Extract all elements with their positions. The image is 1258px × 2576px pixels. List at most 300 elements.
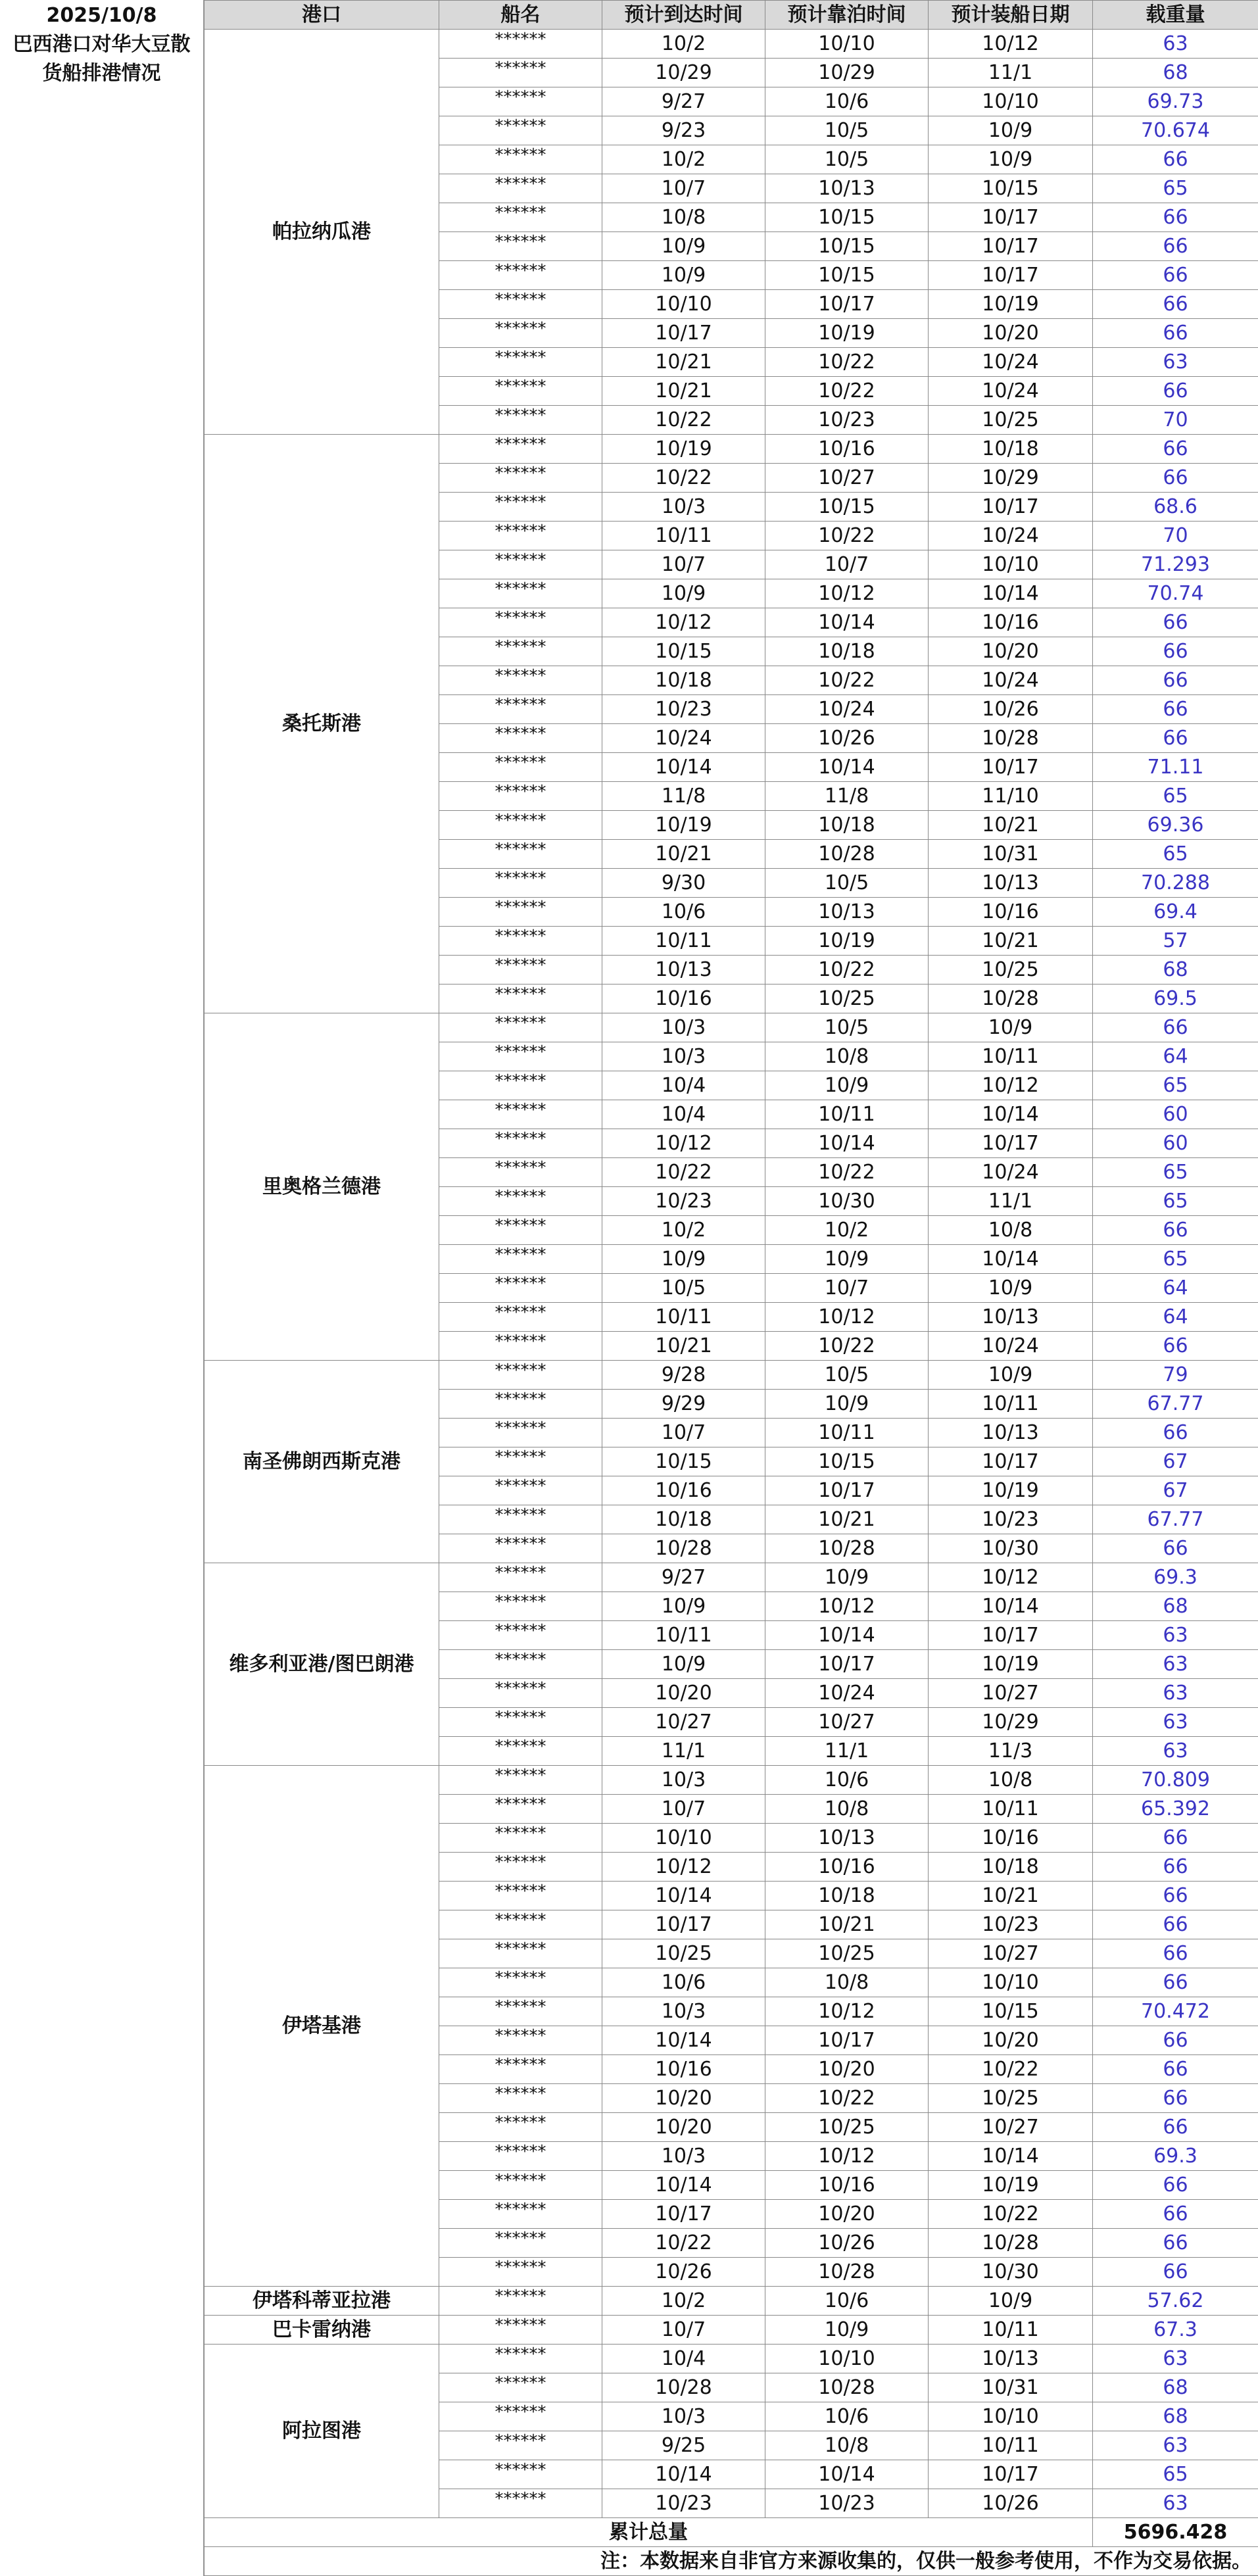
- berthing-cell: 10/9: [765, 2316, 929, 2345]
- ship-name-cell: ******: [439, 1361, 602, 1390]
- eta-cell: 10/10: [602, 1824, 765, 1853]
- berthing-cell: 10/22: [765, 377, 929, 406]
- berthing-cell: 10/15: [765, 493, 929, 522]
- loading-date-cell: 10/9: [929, 1274, 1093, 1303]
- berthing-cell: 10/7: [765, 550, 929, 579]
- loading-date-cell: 10/25: [929, 406, 1093, 435]
- ship-name-cell: ******: [439, 2345, 602, 2373]
- ship-name-cell: ******: [439, 1997, 602, 2026]
- eta-cell: 11/1: [602, 1737, 765, 1766]
- tonnage-cell: 66: [1093, 1882, 1258, 1910]
- eta-cell: 10/27: [602, 1708, 765, 1737]
- berthing-cell: 10/30: [765, 1187, 929, 1216]
- table-row: [205, 435, 1258, 464]
- eta-cell: 10/3: [602, 1997, 765, 2026]
- ship-name-cell: ******: [439, 550, 602, 579]
- report-title-line-2: 货船排港情况: [42, 62, 161, 85]
- berthing-cell: 10/15: [765, 203, 929, 232]
- berthing-cell: 10/16: [765, 2171, 929, 2200]
- loading-date-cell: 10/15: [929, 174, 1093, 203]
- tonnage-cell: 70.472: [1093, 1997, 1258, 2026]
- loading-date-cell: 10/11: [929, 1390, 1093, 1419]
- berthing-cell: 10/22: [765, 1158, 929, 1187]
- loading-date-cell: 10/18: [929, 435, 1093, 464]
- eta-cell: 10/9: [602, 1245, 765, 1274]
- tonnage-cell: 63: [1093, 1708, 1258, 1737]
- ship-name-cell: ******: [439, 695, 602, 724]
- berthing-cell: 10/23: [765, 406, 929, 435]
- tonnage-cell: 63: [1093, 2345, 1258, 2373]
- ship-name-cell: ******: [439, 377, 602, 406]
- berthing-cell: 10/11: [765, 1100, 929, 1129]
- berthing-cell: 10/28: [765, 1534, 929, 1563]
- eta-cell: 10/19: [602, 435, 765, 464]
- ship-name-cell: ******: [439, 2055, 602, 2084]
- berthing-cell: 10/28: [765, 840, 929, 869]
- ship-name-cell: ******: [439, 1390, 602, 1419]
- tonnage-cell: 68: [1093, 2402, 1258, 2431]
- berthing-cell: 10/21: [765, 1505, 929, 1534]
- port-name-cell: 南圣佛朗西斯克港: [205, 1361, 439, 1563]
- loading-date-cell: 10/24: [929, 1158, 1093, 1187]
- loading-date-cell: 10/17: [929, 1447, 1093, 1476]
- loading-date-cell: 10/24: [929, 348, 1093, 377]
- ship-name-cell: ******: [439, 2316, 602, 2345]
- ship-name-cell: ******: [439, 2460, 602, 2489]
- berthing-cell: 10/18: [765, 637, 929, 666]
- loading-date-cell: 10/17: [929, 203, 1093, 232]
- berthing-cell: 10/8: [765, 1795, 929, 1824]
- berthing-cell: 10/22: [765, 1332, 929, 1361]
- loading-date-cell: 10/27: [929, 1679, 1093, 1708]
- loading-date-cell: 10/25: [929, 2084, 1093, 2113]
- loading-date-cell: 11/1: [929, 59, 1093, 87]
- eta-cell: 10/14: [602, 753, 765, 782]
- ship-name-cell: ******: [439, 579, 602, 608]
- ship-name-cell: ******: [439, 1274, 602, 1303]
- berthing-cell: 10/14: [765, 1621, 929, 1650]
- berthing-cell: 10/2: [765, 1216, 929, 1245]
- ship-name-cell: ******: [439, 840, 602, 869]
- table-row: [205, 2316, 1258, 2345]
- loading-date-cell: 10/11: [929, 2431, 1093, 2460]
- eta-cell: 10/7: [602, 1795, 765, 1824]
- tonnage-cell: 66: [1093, 2258, 1258, 2287]
- total-row: [205, 2518, 1258, 2547]
- table-row: [205, 2287, 1258, 2316]
- eta-cell: 9/30: [602, 869, 765, 898]
- tonnage-cell: 65: [1093, 782, 1258, 811]
- ship-name-cell: ******: [439, 1853, 602, 1882]
- tonnage-cell: 66: [1093, 464, 1258, 493]
- loading-date-cell: 10/9: [929, 1013, 1093, 1042]
- tonnage-cell: 60: [1093, 1100, 1258, 1129]
- loading-date-cell: 10/15: [929, 1997, 1093, 2026]
- tonnage-cell: 66: [1093, 666, 1258, 695]
- berthing-cell: 10/6: [765, 2402, 929, 2431]
- eta-cell: 10/16: [602, 984, 765, 1013]
- eta-cell: 10/7: [602, 1419, 765, 1447]
- eta-cell: 10/20: [602, 1679, 765, 1708]
- loading-date-cell: 10/20: [929, 319, 1093, 348]
- ship-name-cell: ******: [439, 1650, 602, 1679]
- berthing-cell: 10/26: [765, 724, 929, 753]
- eta-cell: 10/16: [602, 1476, 765, 1505]
- ship-name-cell: ******: [439, 1824, 602, 1853]
- eta-cell: 10/20: [602, 2113, 765, 2142]
- ship-name-cell: ******: [439, 406, 602, 435]
- table-body: [205, 30, 1258, 2518]
- loading-date-cell: 10/17: [929, 753, 1093, 782]
- eta-cell: 10/3: [602, 1042, 765, 1071]
- ship-name-cell: ******: [439, 174, 602, 203]
- tonnage-cell: 65: [1093, 840, 1258, 869]
- ship-name-cell: ******: [439, 1679, 602, 1708]
- berthing-cell: 10/19: [765, 927, 929, 956]
- tonnage-cell: 67: [1093, 1447, 1258, 1476]
- berthing-cell: 10/28: [765, 2373, 929, 2402]
- eta-cell: 10/22: [602, 464, 765, 493]
- loading-date-cell: 10/13: [929, 2345, 1093, 2373]
- ship-name-cell: ******: [439, 1187, 602, 1216]
- eta-cell: 10/6: [602, 898, 765, 927]
- berthing-cell: 10/26: [765, 2229, 929, 2258]
- tonnage-cell: 64: [1093, 1274, 1258, 1303]
- eta-cell: 10/17: [602, 2200, 765, 2229]
- tonnage-cell: 57.62: [1093, 2287, 1258, 2316]
- eta-cell: 10/3: [602, 2402, 765, 2431]
- ship-name-cell: ******: [439, 1419, 602, 1447]
- eta-cell: 10/8: [602, 203, 765, 232]
- loading-date-cell: 10/13: [929, 869, 1093, 898]
- loading-date-cell: 10/19: [929, 2171, 1093, 2200]
- tonnage-cell: 66: [1093, 1824, 1258, 1853]
- eta-cell: 10/19: [602, 811, 765, 840]
- ship-name-cell: ******: [439, 898, 602, 927]
- loading-date-cell: 10/12: [929, 30, 1093, 59]
- berthing-cell: 10/18: [765, 811, 929, 840]
- report-title: [0, 0, 204, 2576]
- eta-cell: 10/16: [602, 2055, 765, 2084]
- loading-date-cell: 10/18: [929, 1853, 1093, 1882]
- tonnage-cell: 66: [1093, 2084, 1258, 2113]
- berthing-cell: 10/27: [765, 464, 929, 493]
- table-row: [205, 1563, 1258, 1592]
- berthing-cell: 10/12: [765, 1303, 929, 1332]
- loading-date-cell: 10/23: [929, 1910, 1093, 1939]
- ship-name-cell: ******: [439, 435, 602, 464]
- berthing-cell: 10/15: [765, 1447, 929, 1476]
- loading-date-cell: 10/19: [929, 1650, 1093, 1679]
- tonnage-cell: 66: [1093, 232, 1258, 261]
- loading-date-cell: 11/1: [929, 1187, 1093, 1216]
- eta-cell: 10/3: [602, 1013, 765, 1042]
- ship-name-cell: ******: [439, 666, 602, 695]
- loading-date-cell: 10/9: [929, 2287, 1093, 2316]
- tonnage-cell: 66: [1093, 377, 1258, 406]
- loading-date-cell: 10/9: [929, 1361, 1093, 1390]
- tonnage-cell: 66: [1093, 145, 1258, 174]
- tonnage-cell: 68: [1093, 59, 1258, 87]
- table-row: [205, 1766, 1258, 1795]
- berthing-cell: 10/24: [765, 695, 929, 724]
- eta-cell: 10/12: [602, 1853, 765, 1882]
- eta-cell: 9/25: [602, 2431, 765, 2460]
- tonnage-cell: 60: [1093, 1129, 1258, 1158]
- ship-name-cell: ******: [439, 984, 602, 1013]
- ship-name-cell: ******: [439, 1939, 602, 1968]
- eta-cell: 10/2: [602, 30, 765, 59]
- eta-cell: 10/7: [602, 2316, 765, 2345]
- ship-name-cell: ******: [439, 145, 602, 174]
- eta-cell: 10/22: [602, 1158, 765, 1187]
- eta-cell: 10/17: [602, 319, 765, 348]
- eta-cell: 9/27: [602, 87, 765, 116]
- loading-date-cell: 10/14: [929, 1592, 1093, 1621]
- loading-date-cell: 10/29: [929, 1708, 1093, 1737]
- berthing-cell: 10/10: [765, 30, 929, 59]
- berthing-cell: 10/12: [765, 579, 929, 608]
- berthing-cell: 10/9: [765, 1563, 929, 1592]
- port-name-cell: 帕拉纳瓜港: [205, 30, 439, 435]
- berthing-cell: 10/6: [765, 87, 929, 116]
- eta-cell: 10/11: [602, 1303, 765, 1332]
- eta-cell: 10/9: [602, 232, 765, 261]
- berthing-cell: 10/7: [765, 1274, 929, 1303]
- eta-cell: 10/14: [602, 2171, 765, 2200]
- eta-cell: 10/7: [602, 174, 765, 203]
- ship-name-cell: ******: [439, 261, 602, 290]
- loading-date-cell: 10/28: [929, 2229, 1093, 2258]
- berthing-cell: 10/17: [765, 1476, 929, 1505]
- ship-name-cell: ******: [439, 1013, 602, 1042]
- berthing-cell: 10/9: [765, 1071, 929, 1100]
- berthing-cell: 10/8: [765, 1968, 929, 1997]
- ship-name-cell: ******: [439, 290, 602, 319]
- header-tonnage: 载重量: [1093, 1, 1258, 30]
- tonnage-cell: 65: [1093, 1158, 1258, 1187]
- berthing-cell: 10/13: [765, 1824, 929, 1853]
- berthing-cell: 10/20: [765, 2055, 929, 2084]
- loading-date-cell: 10/13: [929, 1419, 1093, 1447]
- ship-name-cell: ******: [439, 1303, 602, 1332]
- loading-date-cell: 10/10: [929, 87, 1093, 116]
- ship-name-cell: ******: [439, 1882, 602, 1910]
- loading-date-cell: 10/20: [929, 637, 1093, 666]
- tonnage-cell: 66: [1093, 1968, 1258, 1997]
- eta-cell: 9/23: [602, 116, 765, 145]
- tonnage-cell: 70.288: [1093, 869, 1258, 898]
- berthing-cell: 10/5: [765, 145, 929, 174]
- berthing-cell: 10/6: [765, 1766, 929, 1795]
- loading-date-cell: 10/17: [929, 2460, 1093, 2489]
- eta-cell: 10/23: [602, 2489, 765, 2518]
- eta-cell: 10/6: [602, 1968, 765, 1997]
- berthing-cell: 10/22: [765, 522, 929, 550]
- eta-cell: 10/20: [602, 2084, 765, 2113]
- eta-cell: 10/12: [602, 1129, 765, 1158]
- tonnage-cell: 57: [1093, 927, 1258, 956]
- port-name-cell: 伊塔科蒂亚拉港: [205, 2287, 439, 2316]
- eta-cell: 10/9: [602, 261, 765, 290]
- berthing-cell: 10/8: [765, 2431, 929, 2460]
- ship-name-cell: ******: [439, 1505, 602, 1534]
- eta-cell: 10/9: [602, 579, 765, 608]
- berthing-cell: 11/8: [765, 782, 929, 811]
- ship-name-cell: ******: [439, 1447, 602, 1476]
- loading-date-cell: 10/31: [929, 2373, 1093, 2402]
- loading-date-cell: 10/14: [929, 579, 1093, 608]
- ship-name-cell: ******: [439, 1158, 602, 1187]
- tonnage-cell: 70: [1093, 522, 1258, 550]
- loading-date-cell: 10/24: [929, 666, 1093, 695]
- tonnage-cell: 68: [1093, 956, 1258, 984]
- eta-cell: 10/15: [602, 1447, 765, 1476]
- loading-date-cell: 10/10: [929, 2402, 1093, 2431]
- berthing-cell: 10/6: [765, 2287, 929, 2316]
- eta-cell: 10/4: [602, 2345, 765, 2373]
- berthing-cell: 10/28: [765, 2258, 929, 2287]
- tonnage-cell: 66: [1093, 637, 1258, 666]
- loading-date-cell: 10/27: [929, 2113, 1093, 2142]
- ship-name-cell: ******: [439, 1042, 602, 1071]
- loading-date-cell: 10/14: [929, 1100, 1093, 1129]
- berthing-cell: 10/25: [765, 1939, 929, 1968]
- eta-cell: 10/21: [602, 840, 765, 869]
- tonnage-cell: 63: [1093, 2431, 1258, 2460]
- port-name-cell: 维多利亚港/图巴朗港: [205, 1563, 439, 1766]
- loading-date-cell: 10/8: [929, 1766, 1093, 1795]
- berthing-cell: 10/14: [765, 753, 929, 782]
- tonnage-cell: 79: [1093, 1361, 1258, 1390]
- eta-cell: 9/29: [602, 1390, 765, 1419]
- table-row: [205, 1013, 1258, 1042]
- tonnage-cell: 67.3: [1093, 2316, 1258, 2345]
- eta-cell: 10/10: [602, 290, 765, 319]
- ship-name-cell: ******: [439, 1968, 602, 1997]
- ship-name-cell: ******: [439, 2431, 602, 2460]
- loading-date-cell: 10/24: [929, 522, 1093, 550]
- ship-name-cell: ******: [439, 2113, 602, 2142]
- berthing-cell: 10/5: [765, 869, 929, 898]
- ship-name-cell: ******: [439, 1216, 602, 1245]
- eta-cell: 10/2: [602, 2287, 765, 2316]
- report-date: 2025/10/8: [46, 4, 157, 27]
- eta-cell: 10/14: [602, 2026, 765, 2055]
- berthing-cell: 10/17: [765, 2026, 929, 2055]
- eta-cell: 10/2: [602, 145, 765, 174]
- ship-schedule-table: [204, 0, 1258, 2576]
- port-name-cell: 桑托斯港: [205, 435, 439, 1013]
- tonnage-cell: 69.73: [1093, 87, 1258, 116]
- table-row: [205, 30, 1258, 59]
- loading-date-cell: 10/20: [929, 2026, 1093, 2055]
- ship-name-cell: ******: [439, 2489, 602, 2518]
- eta-cell: 10/14: [602, 2460, 765, 2489]
- eta-cell: 10/7: [602, 550, 765, 579]
- tonnage-cell: 69.36: [1093, 811, 1258, 840]
- loading-date-cell: 10/16: [929, 1824, 1093, 1853]
- berthing-cell: 10/17: [765, 1650, 929, 1679]
- total-value: 5696.428: [1093, 2518, 1258, 2547]
- eta-cell: 10/3: [602, 2142, 765, 2171]
- eta-cell: 10/21: [602, 348, 765, 377]
- loading-date-cell: 10/17: [929, 261, 1093, 290]
- tonnage-cell: 67.77: [1093, 1390, 1258, 1419]
- tonnage-cell: 69.3: [1093, 2142, 1258, 2171]
- tonnage-cell: 63: [1093, 348, 1258, 377]
- loading-date-cell: 10/9: [929, 116, 1093, 145]
- report-title-line-1: 巴西港口对华大豆散: [12, 33, 191, 56]
- ship-name-cell: ******: [439, 956, 602, 984]
- tonnage-cell: 66: [1093, 1013, 1258, 1042]
- berthing-cell: 10/22: [765, 348, 929, 377]
- port-name-cell: 巴卡雷纳港: [205, 2316, 439, 2345]
- ship-name-cell: ******: [439, 30, 602, 59]
- ship-name-cell: ******: [439, 1100, 602, 1129]
- loading-date-cell: 10/28: [929, 984, 1093, 1013]
- ship-name-cell: ******: [439, 59, 602, 87]
- loading-date-cell: 10/26: [929, 2489, 1093, 2518]
- berthing-cell: 10/14: [765, 2460, 929, 2489]
- berthing-cell: 10/10: [765, 2345, 929, 2373]
- berthing-cell: 10/22: [765, 2084, 929, 2113]
- loading-date-cell: 10/22: [929, 2055, 1093, 2084]
- loading-date-cell: 10/24: [929, 377, 1093, 406]
- eta-cell: 10/13: [602, 956, 765, 984]
- ship-name-cell: ******: [439, 724, 602, 753]
- port-name-cell: 阿拉图港: [205, 2345, 439, 2518]
- berthing-cell: 10/20: [765, 2200, 929, 2229]
- ship-name-cell: ******: [439, 927, 602, 956]
- tonnage-cell: 66: [1093, 724, 1258, 753]
- tonnage-cell: 71.11: [1093, 753, 1258, 782]
- tonnage-cell: 66: [1093, 2200, 1258, 2229]
- loading-date-cell: 10/19: [929, 290, 1093, 319]
- loading-date-cell: 10/13: [929, 1303, 1093, 1332]
- ship-name-cell: ******: [439, 493, 602, 522]
- tonnage-cell: 64: [1093, 1042, 1258, 1071]
- ship-name-cell: ******: [439, 1129, 602, 1158]
- eta-cell: 10/15: [602, 637, 765, 666]
- loading-date-cell: 10/12: [929, 1563, 1093, 1592]
- ship-name-cell: ******: [439, 1563, 602, 1592]
- eta-cell: 10/26: [602, 2258, 765, 2287]
- loading-date-cell: 10/17: [929, 1129, 1093, 1158]
- tonnage-cell: 70: [1093, 406, 1258, 435]
- port-name-cell: 里奥格兰德港: [205, 1013, 439, 1361]
- loading-date-cell: 10/29: [929, 464, 1093, 493]
- eta-cell: 10/12: [602, 608, 765, 637]
- tonnage-cell: 66: [1093, 290, 1258, 319]
- tonnage-cell: 66: [1093, 319, 1258, 348]
- loading-date-cell: 10/10: [929, 1968, 1093, 1997]
- loading-date-cell: 10/16: [929, 898, 1093, 927]
- table-row: [205, 2345, 1258, 2373]
- ship-name-cell: ******: [439, 2171, 602, 2200]
- tonnage-cell: 66: [1093, 1332, 1258, 1361]
- ship-name-cell: ******: [439, 753, 602, 782]
- loading-date-cell: 10/27: [929, 1939, 1093, 1968]
- berthing-cell: 10/5: [765, 1013, 929, 1042]
- berthing-cell: 10/13: [765, 898, 929, 927]
- tonnage-cell: 66: [1093, 2026, 1258, 2055]
- header-berthing: 预计靠泊时间: [765, 1, 929, 30]
- tonnage-cell: 66: [1093, 1939, 1258, 1968]
- loading-date-cell: 10/14: [929, 2142, 1093, 2171]
- loading-date-cell: 10/12: [929, 1071, 1093, 1100]
- berthing-cell: 10/25: [765, 2113, 929, 2142]
